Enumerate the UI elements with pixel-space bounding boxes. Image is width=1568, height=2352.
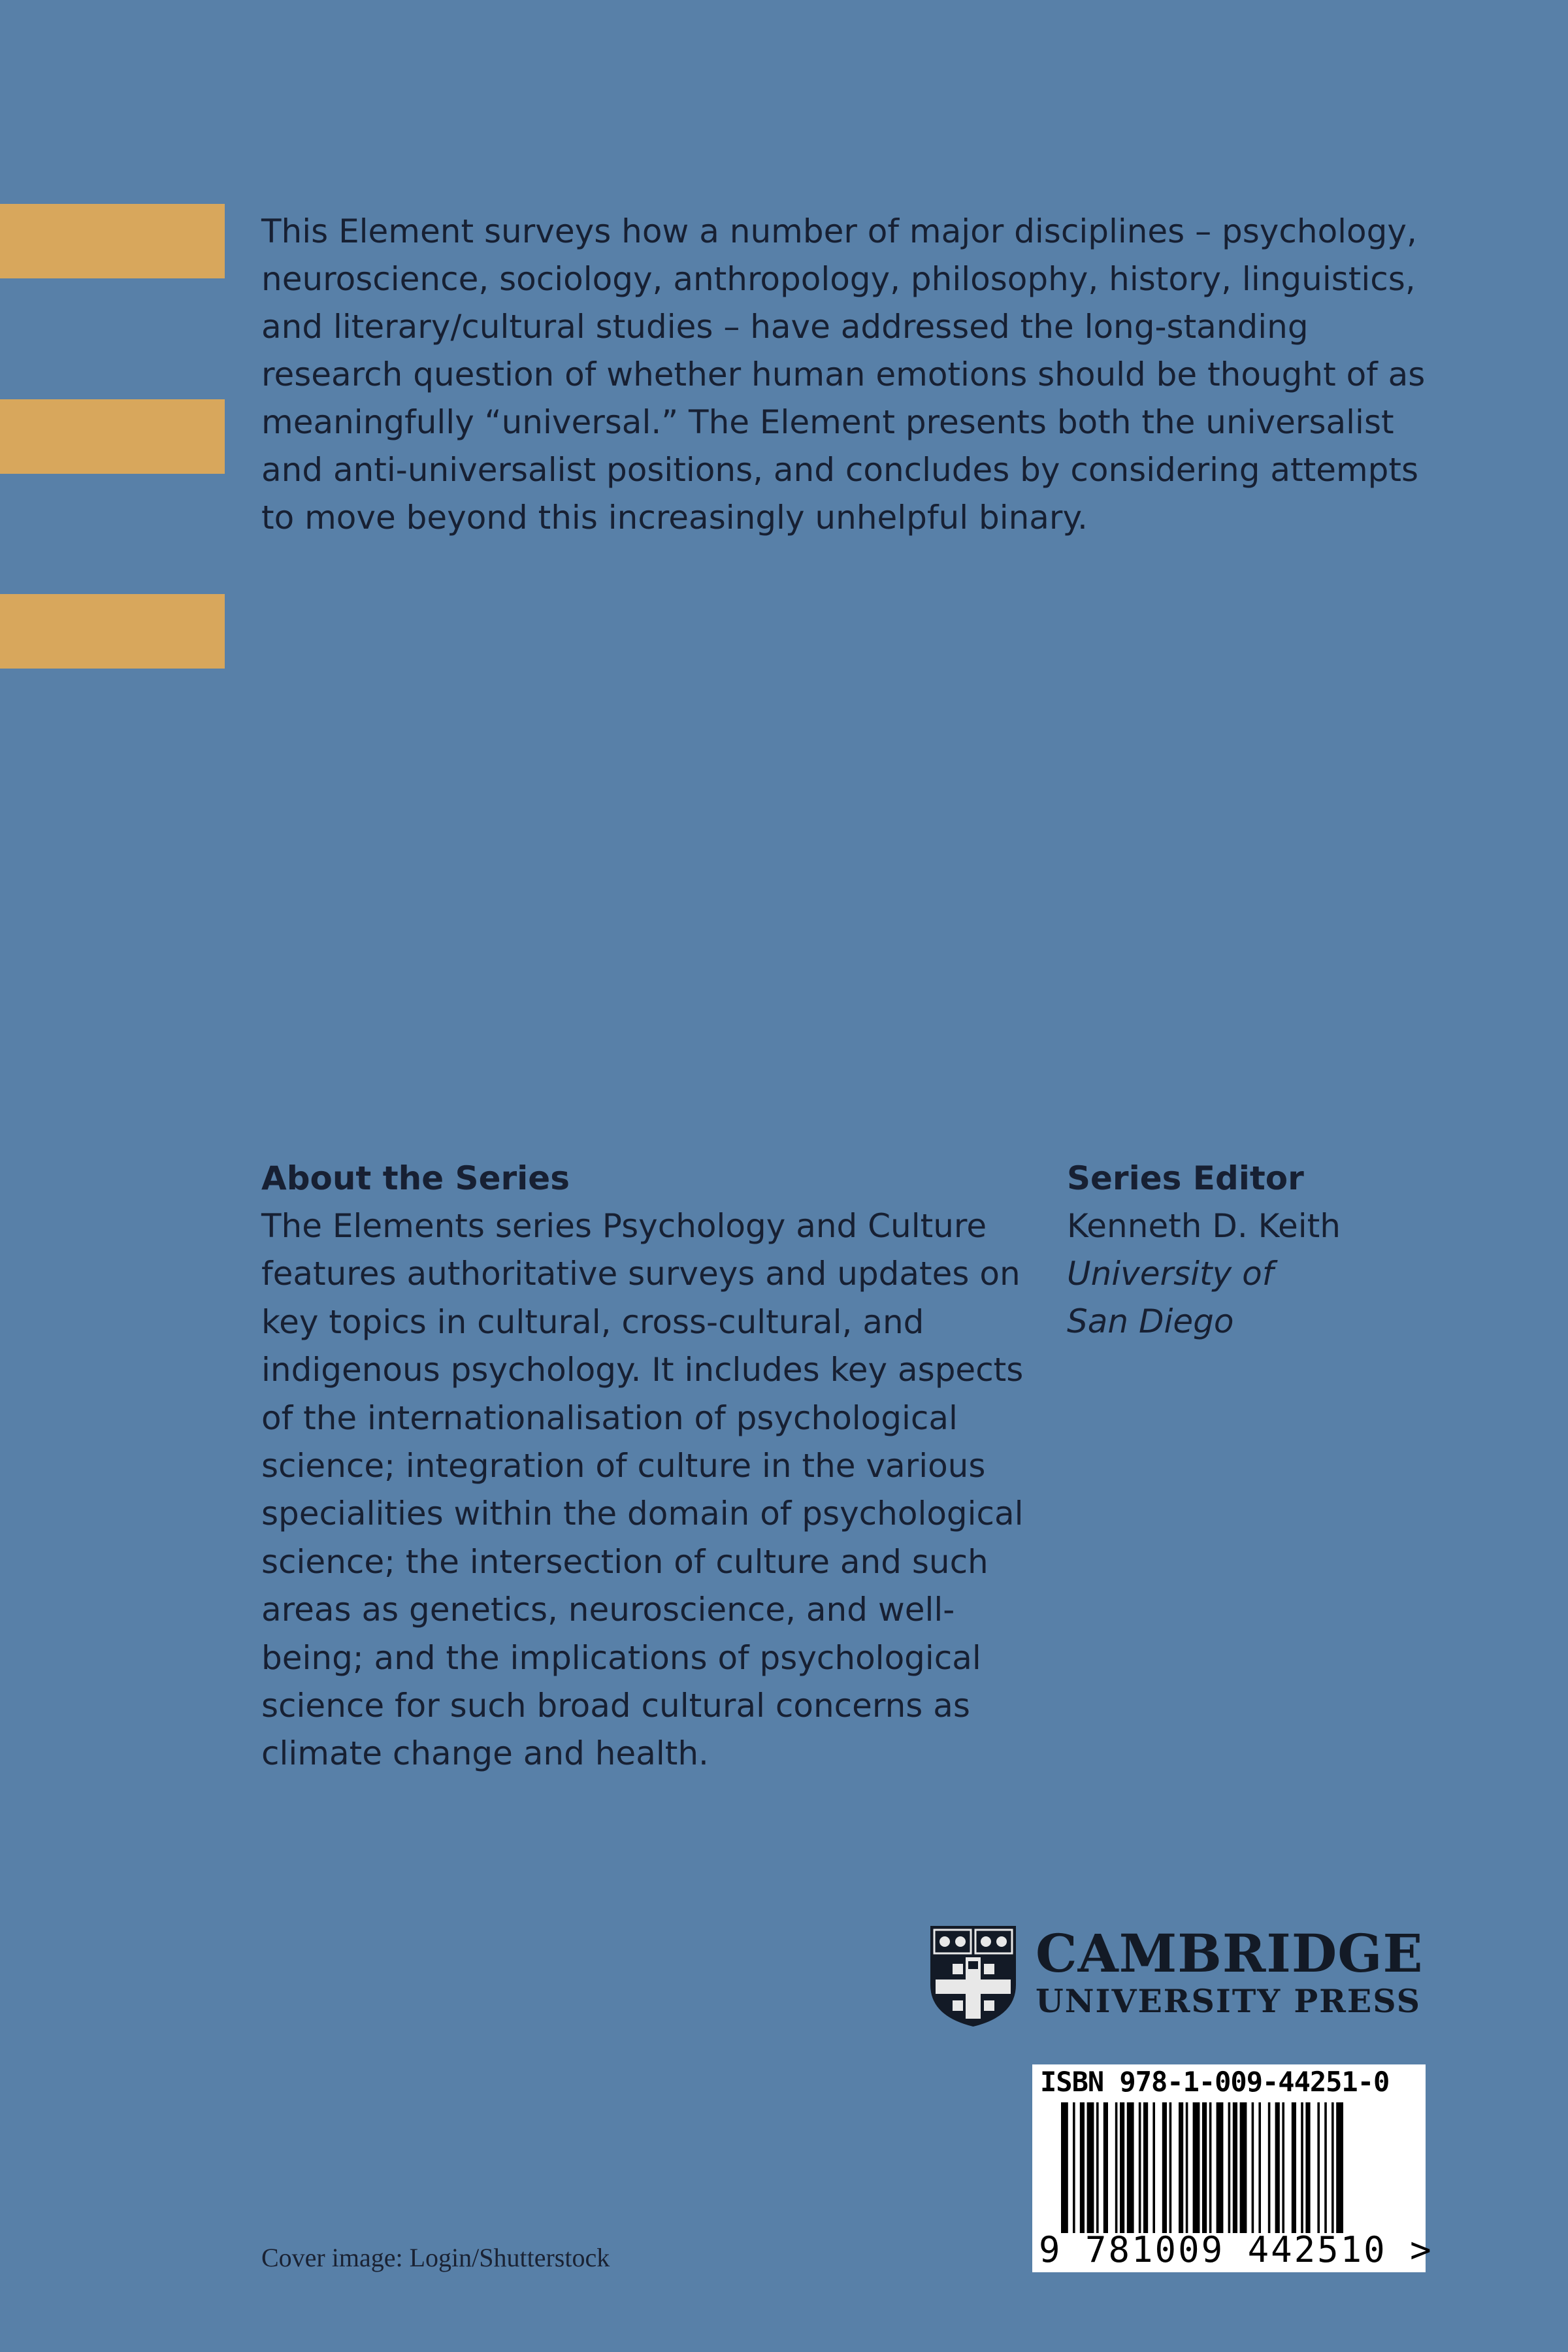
series-editor-name: Kenneth D. Keith xyxy=(1067,1207,1341,1245)
accent-stripe-1 xyxy=(0,204,225,278)
about-series-body: The Elements series Psychology and Culture features authoritative surveys and updates on key topics in cultural, cross-cultural, and indigenous psychology. It includes key aspects of the internationalisation of psychological science; integration of culture in the various specialities within the domain of psychological science; the intersection of culture and such areas as genetics, neuroscience, and well-being; and the implications of psychological science for such broad cultural concerns as climate change and health. xyxy=(261,1207,1024,1773)
series-editor-affiliation-line1: University of xyxy=(1067,1255,1274,1293)
series-editor-affiliation-line2: San Diego xyxy=(1067,1302,1234,1340)
isbn-barcode xyxy=(1032,2064,1433,2272)
publisher-logo xyxy=(929,1925,1426,2029)
about-series-heading: About the Series xyxy=(261,1159,570,1197)
about-series-section xyxy=(261,1155,1026,1778)
book-description: This Element surveys how a number of major disciplines – psychology, neuroscience, sociology, anthropology, philosophy, history, linguistics, and literary/cultural studies – have addressed the long-standing research question of whether human emotions should be thought of as meaningfully “universal.” The Element presents both the universalist and anti-universalist positions, and concludes by considering attempts to move beyond this increasingly unhelpful binary. xyxy=(261,212,1426,537)
barcode-number: 9 781009 442510 > xyxy=(1039,2229,1433,2270)
series-editor-heading: Series Editor xyxy=(1067,1159,1304,1197)
series-editor-section xyxy=(1067,1155,1433,1346)
cover-image-credit: Cover image: Login/Shutterstock xyxy=(261,2243,610,2272)
cambridge-shield-icon xyxy=(929,1925,1017,2028)
publisher-name: CAMBRIDGE xyxy=(1036,1923,1424,1984)
publisher-subname: UNIVERSITY PRESS xyxy=(1036,1982,1421,2020)
accent-stripe-3 xyxy=(0,594,225,669)
barcode-bars xyxy=(1061,2102,1401,2233)
isbn-label: ISBN 978-1-009-44251-0 xyxy=(1040,2066,1390,2098)
accent-stripe-2 xyxy=(0,399,225,474)
